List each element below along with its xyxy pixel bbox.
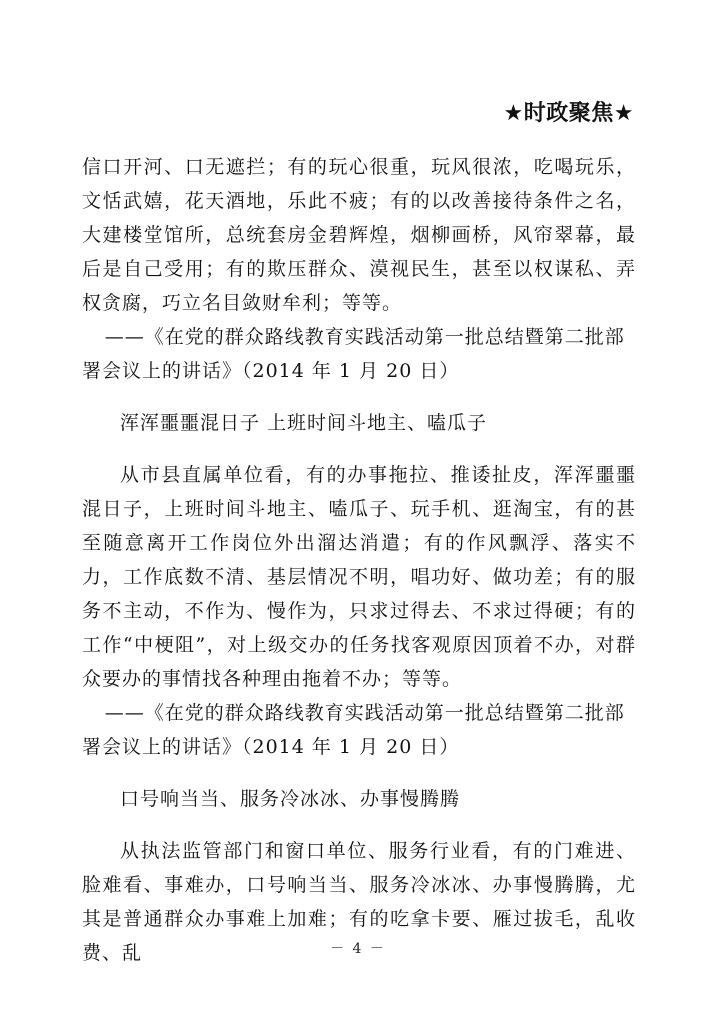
body-paragraph: 从市县直属单位看，有的办事拖拉、推诿扯皮，浑浑噩噩混日子，上班时间斗地主、嗑瓜子、玩手机、逛淘宝，有的甚至随意离开工作岗位外出溜达消遣；有的作风飘浮、落实不力，工作底数不清、基层情况不明，唱功好、做功差；有的服务不主动，不作为、慢作为，只求过得去、不求过得硬；有的工作“中梗阻”，对上级交办的任务找客观原因顶着不办，对群众要办的事情找各种理由拖着不办；等等。 (82, 464, 636, 690)
source-citation: ——《在党的群众路线教育实践活动第一批总结暨第二批部署会议上的讲话》（2014 年 1 月 20 日） (82, 702, 625, 758)
section-header: ★时政聚焦★ (503, 101, 634, 126)
document-body (82, 150, 636, 970)
subheading: 口号响当当、服务冷冰冰、办事慢腾腾 (120, 788, 461, 810)
subheading: 浑浑噩噩混日子 上班时间斗地主、嗑瓜子 (120, 412, 488, 434)
body-paragraph: 信口开河、口无遮拦；有的玩心很重，玩风很浓，吃喝玩乐，文恬武嬉，花天酒地，乐此不疲；有的以改善接待条件之名，大建楼堂馆所，总统套房金碧辉煌，烟柳画桥，风帘翠幕，最后是自己受用；有的欺压群众、漠视民生，甚至以权谋私、弄权贪腐，巧立名目敛财牟利；等等。 (82, 156, 636, 314)
source-citation: ——《在党的群众路线教育实践活动第一批总结暨第二批部署会议上的讲话》（2014 年 1 月 20 日） (82, 326, 625, 382)
page-number: － 4 － (330, 941, 386, 957)
body-paragraph: 从执法监管部门和窗口单位、服务行业看，有的门难进、脸难看、事难办，口号响当当、服务冷冰冰、办事慢腾腾，尤其是普通群众办事难上加难；有的吃拿卡要、雁过拔毛，乱收费、乱 (82, 840, 636, 964)
